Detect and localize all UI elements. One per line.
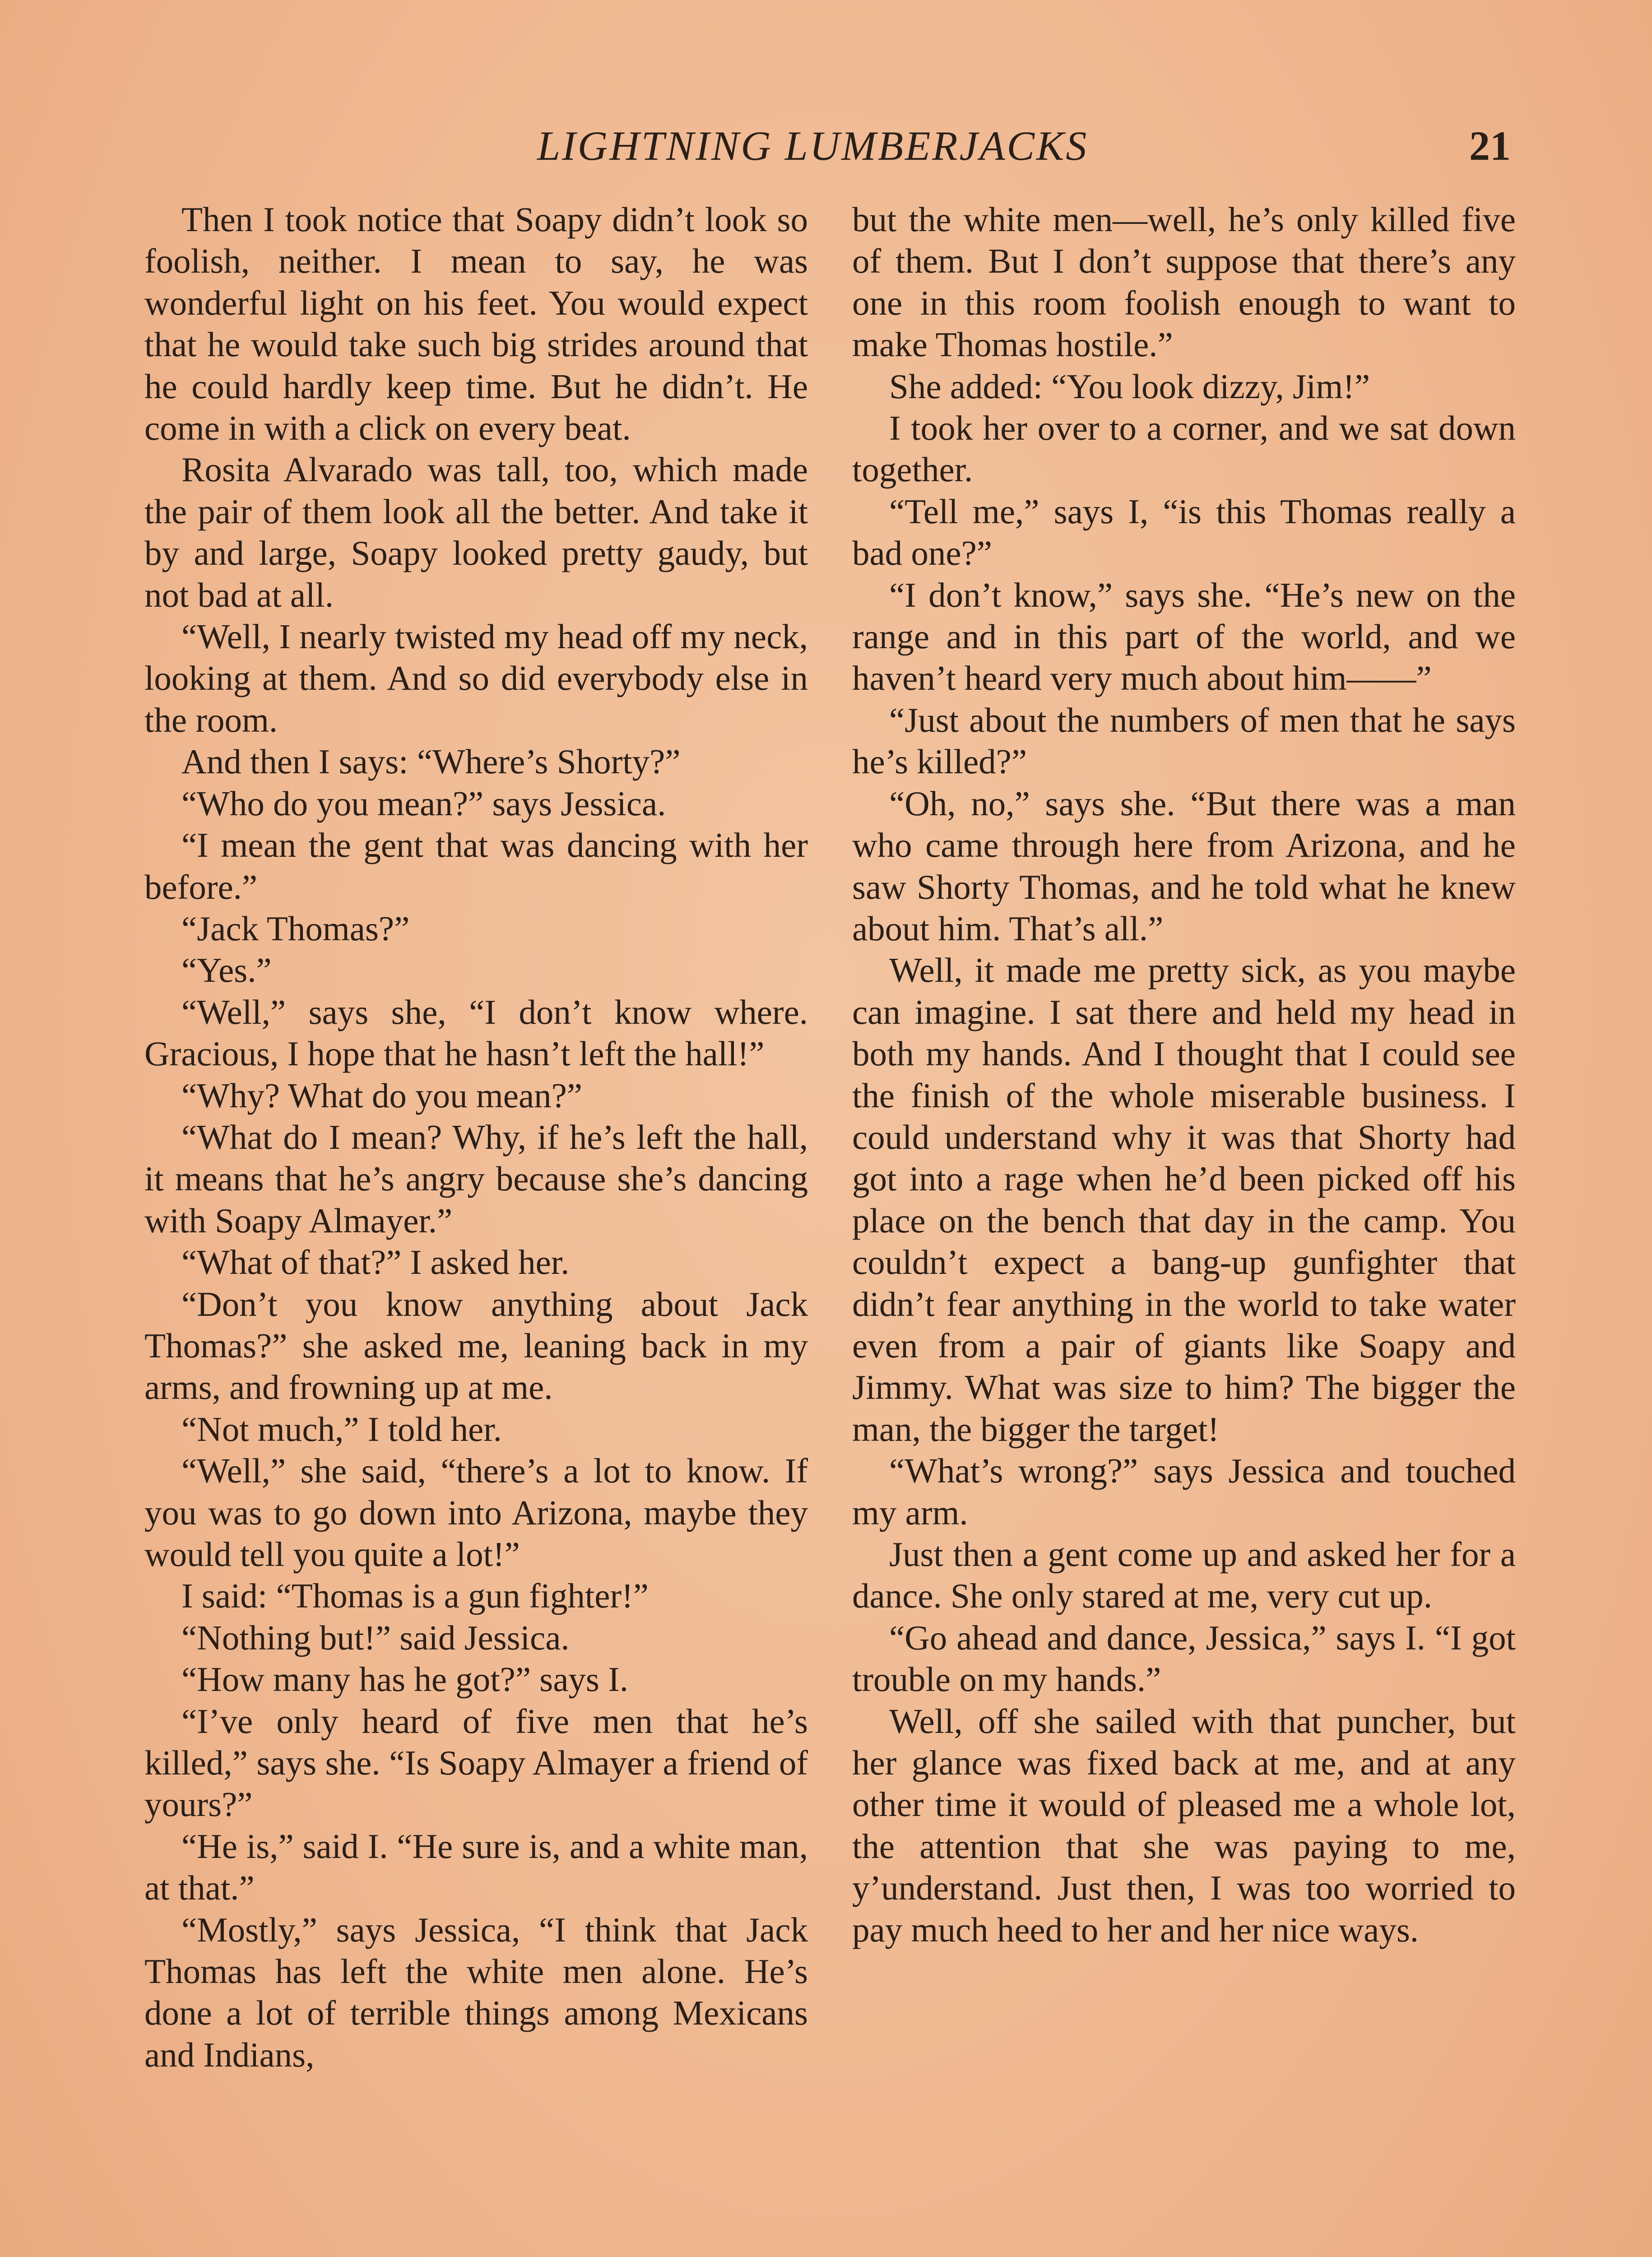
paragraph: “Mostly,” says Jessica, “I think that Jack Thomas has left the white men alone. He’s done a lot of terrible things among Mexicans and Indians, (144, 1910, 808, 2074)
paragraph: Well, it made me pretty sick, as you maybe can imagine. I sat there and held my head in both my hands. And I thought that I could see the finish of the whole miserable business. I could understand why it was that Shorty had got into a rage when he’d been picked off his place on the bench that day in the camp. You couldn’t expect a bang-up gunfighter that didn’t fear anything in the world to take water even from a pair of giants like Soapy and Jimmy. What was size to him? The bigger the man, the bigger the target! (852, 951, 1516, 1449)
paragraph: She added: “You look dizzy, Jim!” (889, 367, 1370, 406)
running-title: LIGHTNING LUMBERJACKS (537, 123, 1089, 169)
paragraph: “What of that?” I asked her. (181, 1243, 570, 1282)
paragraph: And then I says: “Where’s Shorty?” (181, 742, 681, 781)
paragraph: Rosita Alvarado was tall, too, which made the pair of them look all the better. And take it by and large, Soapy looked pretty gaudy, but not bad at all. (144, 450, 808, 614)
paragraph: “Why? What do you mean?” (181, 1076, 582, 1115)
paragraph: I took her over to a corner, and we sat down together. (852, 409, 1516, 489)
paragraph: “I mean the gent that was dancing with her before.” (144, 826, 808, 906)
right-column (852, 199, 1516, 1950)
paragraph: “Jack Thomas?” (181, 909, 410, 948)
paragraph: “What do I mean? Why, if he’s left the hall, it means that he’s angry because she’s dancing with Soapy Almayer.” (144, 1117, 808, 1240)
paragraph: “Well, I nearly twisted my head off my neck, looking at them. And so did everybody else in the room. (144, 617, 808, 739)
paragraph: Well, off she sailed with that puncher, but her glance was fixed back at me, and at any other time it would of pleased me a whole lot, the attention that she was paying to me, y’understand. Just then, I was too worried to pay much heed to her and her nice ways. (852, 1701, 1516, 1949)
left-column (144, 199, 808, 2076)
continued-paragraph: but the white men—well, he’s only killed five of them. But I don’t suppose that there’s any one in this room foolish enough to want to make Thomas hostile.” (852, 200, 1516, 364)
paragraph: “Nothing but!” said Jessica. (181, 1618, 570, 1657)
paragraph: “Well,” she said, “there’s a lot to know. If you was to go down into Arizona, maybe they would tell you quite a lot!” (144, 1451, 808, 1574)
paragraph: “Tell me,” says I, “is this Thomas really a bad one?” (852, 492, 1516, 573)
paragraph: “Don’t you know anything about Jack Thomas?” she asked me, leaning back in my arms, and frowning up at me. (144, 1284, 808, 1407)
paragraph: “What’s wrong?” says Jessica and touched my arm. (852, 1451, 1516, 1532)
page-number: 21 (1469, 123, 1511, 169)
paragraph: “Go ahead and dance, Jessica,” says I. “I got trouble on my hands.” (852, 1618, 1516, 1699)
paragraph: “He is,” said I. “He sure is, and a white man, at that.” (144, 1826, 808, 1908)
paragraph: “Not much,” I told her. (181, 1409, 502, 1449)
paragraph: Just then a gent come up and asked her for a dance. She only stared at me, very cut up. (852, 1535, 1516, 1616)
paragraph: “Who do you mean?” says Jessica. (181, 784, 666, 823)
paragraph: “Oh, no,” says she. “But there was a man who came through here from Arizona, and he saw Shorty Thomas, and he told what he knew about him. That’s all.” (852, 784, 1516, 948)
paragraph: Then I took notice that Soapy didn’t look so foolish, neither. I mean to say, he was wonderful light on his feet. You would expect that he would take such big strides around that he could hardly keep time. But he didn’t. He come in with a click on every beat. (144, 200, 808, 448)
paragraph: “How many has he got?” says I. (181, 1660, 629, 1699)
paragraph: “Yes.” (181, 951, 272, 990)
paragraph: “I’ve only heard of five men that he’s killed,” says she. “Is Soapy Almayer a friend of yours?” (144, 1701, 808, 1824)
paragraph: “Just about the numbers of men that he says he’s killed?” (852, 700, 1516, 781)
paragraph: I said: “Thomas is a gun fighter!” (181, 1576, 649, 1616)
page-header (0, 113, 1652, 181)
paragraph: “Well,” says she, “I don’t know where. Gracious, I hope that he hasn’t left the hall!” (144, 992, 808, 1073)
paragraph: “I don’t know,” says she. “He’s new on the range and in this part of the world, and we haven’t heard very much about him——” (852, 575, 1516, 698)
